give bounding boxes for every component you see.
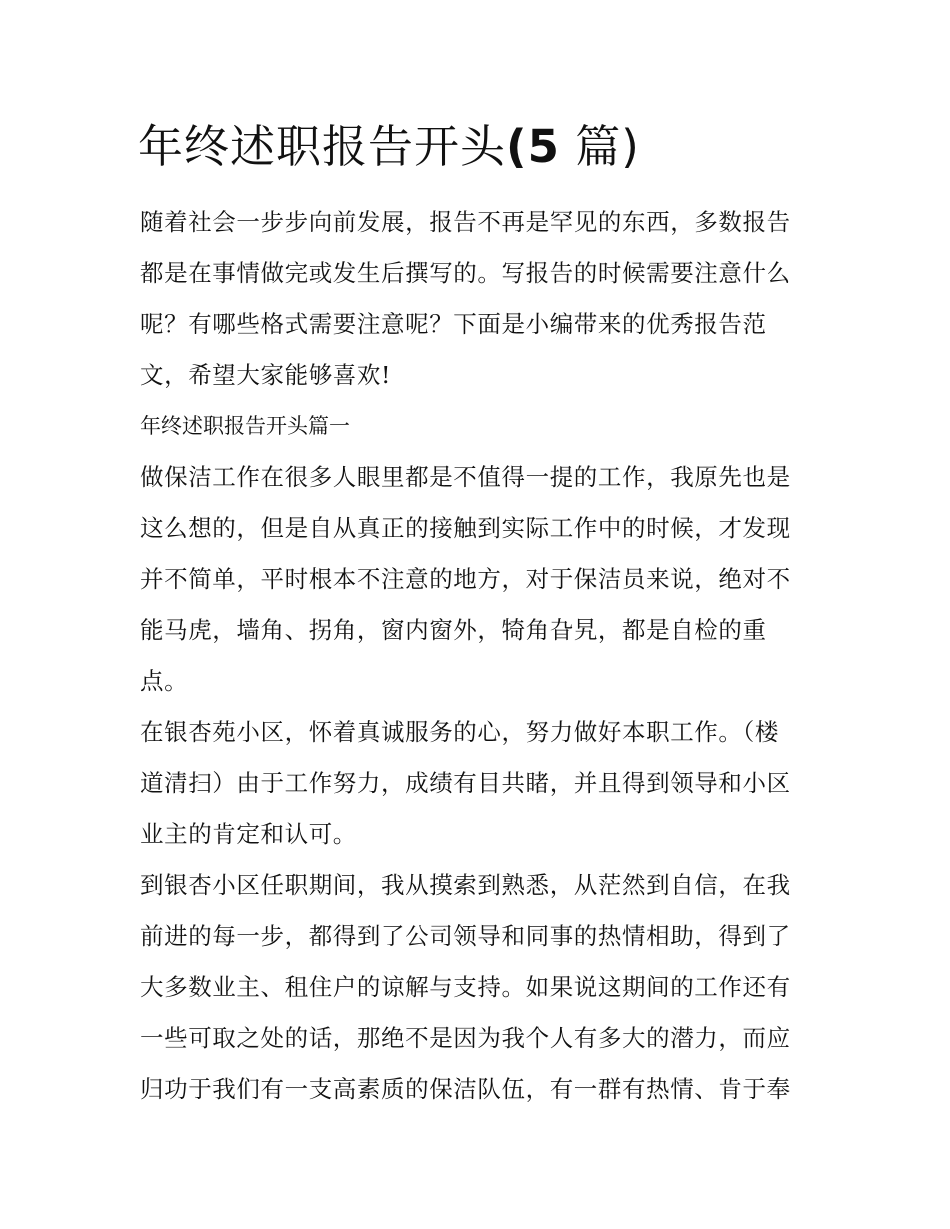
- paragraph-line: 这么想的，但是自从真正的接触到实际工作中的时候，才发现: [140, 514, 791, 542]
- paragraph-line: 一些可取之处的话，那绝不是因为我个人有多大的潜力，而应: [140, 1024, 791, 1052]
- document-title: [138, 112, 838, 182]
- paragraph-line: 到银杏小区任职期间，我从摸索到熟悉，从茫然到自信，在我: [140, 871, 791, 899]
- section-heading: 年终述职报告开头篇一: [140, 414, 350, 438]
- paragraph-line: 归功于我们有一支高素质的保洁队伍，有一群有热情、肯于奉: [140, 1075, 791, 1103]
- intro-line: 呢？有哪些格式需要注意呢？下面是小编带来的优秀报告范: [140, 310, 767, 338]
- paragraph-line: 能马虎，墙角、拐角，窗内窗外，犄角旮旯，都是自检的重: [140, 616, 767, 644]
- intro-paragraph: [140, 197, 815, 401]
- paragraph-line: 点。: [140, 667, 189, 695]
- document-body: [140, 197, 815, 1115]
- title-count: (5: [506, 120, 560, 173]
- body-paragraph-3: [140, 860, 815, 1115]
- paragraph-line: 业主的肯定和认可。: [140, 820, 357, 848]
- intro-line: 随着社会一步步向前发展，报告不再是罕见的东西，多数报告: [140, 208, 791, 236]
- paragraph-line: 前进的每一步，都得到了公司领导和同事的热情相助，得到了: [140, 922, 791, 950]
- intro-line: 文，希望大家能够喜欢!: [140, 361, 392, 389]
- title-text: 年终述职报告开头: [138, 120, 507, 173]
- body-paragraph-2: [140, 707, 815, 860]
- paragraph-line: 在银杏苑小区，怀着真诚服务的心，努力做好本职工作。（楼: [140, 718, 779, 746]
- body-paragraph-1: [140, 452, 815, 707]
- title-suffix: 篇): [559, 120, 640, 173]
- paragraph-line: 做保洁工作在很多人眼里都是不值得一提的工作，我原先也是: [140, 463, 791, 491]
- intro-line: 都是在事情做完或发生后撰写的。写报告的时候需要注意什么: [140, 259, 791, 287]
- paragraph-line: 道清扫）由于工作努力，成绩有目共睹，并且得到领导和小区: [140, 769, 791, 797]
- paragraph-line: 大多数业主、租住户的谅解与支持。如果说这期间的工作还有: [140, 973, 791, 1001]
- paragraph-line: 并不简单，平时根本不注意的地方，对于保洁员来说，绝对不: [140, 565, 791, 593]
